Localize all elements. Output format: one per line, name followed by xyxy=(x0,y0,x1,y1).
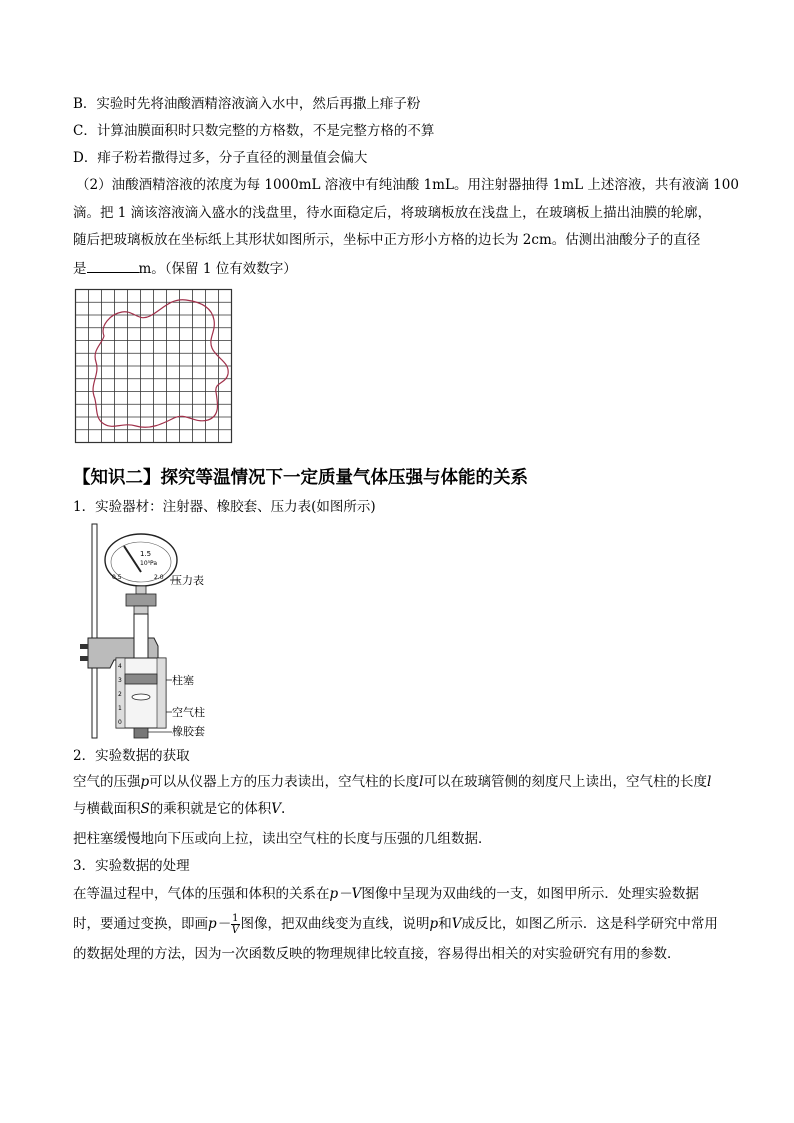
var-l: l xyxy=(706,774,712,790)
text-seg: 和 xyxy=(438,916,452,932)
apparatus-diagram xyxy=(74,522,224,742)
stand-rod xyxy=(92,524,97,738)
text-seg: 可以在玻璃管侧的刻度尺上读出，空气柱的长度 xyxy=(423,774,707,790)
var-s: S xyxy=(140,800,150,817)
text-seg: 在等温过程中，气体的压强和体积的关系在 xyxy=(73,886,330,902)
var-p: p xyxy=(429,916,439,932)
item1-equipment: 1．实验器材：注射器、橡胶套、压力表(如图所示) xyxy=(73,499,376,515)
oil-film-grid-figure xyxy=(74,288,234,444)
dial-right: 2.0 xyxy=(154,574,164,581)
fraction-1-over-v xyxy=(231,913,239,936)
var-v: V xyxy=(451,916,462,932)
item2-paragraph2: 把柱塞缓慢地向下压或向上拉，读出空气柱的长度与压强的几组数据． xyxy=(73,831,492,847)
rubber-cap-shape xyxy=(134,728,148,738)
item2-title: 2．实验数据的获取 xyxy=(73,748,190,764)
option-b: B．实验时先将油酸酒精溶液滴入水中，然后再撒上痱子粉 xyxy=(73,96,421,112)
var-p: p－ xyxy=(208,916,231,932)
text-seg: 可以从仪器上方的压力表读出，空气柱的长度 xyxy=(149,774,420,790)
section-heading: 【知识二】探究等温情况下一定质量气体压强与体能的关系 xyxy=(73,468,528,488)
q2-line1: （2）油酸酒精溶液的浓度为每 1000mL 溶液中有纯油酸 1mL。用注射器抽得 1mL 上述溶液，共有液滴 100 xyxy=(76,177,739,193)
oil-film-outline xyxy=(93,300,228,428)
text-seg: 空气的压强 xyxy=(73,774,141,790)
scale-mark-2: 2 xyxy=(118,691,122,698)
q2-line4-suffix: m。（保留 1 位有效数字） xyxy=(138,261,297,277)
text-seg: 图像，把双曲线变为直线，说明 xyxy=(240,916,430,932)
plunger xyxy=(125,674,157,684)
dial-left: 0.5 xyxy=(112,574,122,581)
q2-line4 xyxy=(73,258,297,279)
item2-paragraph1 xyxy=(73,769,723,822)
dial-mid: 1.5 xyxy=(140,550,152,558)
label-plunger: 柱塞 xyxy=(172,674,194,687)
item3-paragraph xyxy=(73,879,723,969)
gauge-neck xyxy=(134,606,148,614)
scale-mark-3: 3 xyxy=(118,677,122,684)
answer-blank[interactable] xyxy=(87,258,139,273)
label-rubber-cap: 橡胶套 xyxy=(172,725,205,738)
text-seg: 的乘积就是它的体积 xyxy=(149,800,272,817)
text-seg: 图像中呈现为双曲线的一支，如图甲所示．处理实验数据时，要通过变换，即画 xyxy=(73,886,699,932)
var-v: V xyxy=(271,800,281,817)
text-seg: 成反比，如图乙所示．这是科学研究中常用的数据处理的方法，因为一次函数反映的物理规律比较直接，容易得出相关的对实验研究有用的参数． xyxy=(73,916,718,962)
scale-mark-0: 0 xyxy=(118,719,122,726)
var-p: p xyxy=(140,774,150,790)
item3-title: 3．实验数据的处理 xyxy=(73,858,190,874)
q2-line3: 随后把玻璃板放在坐标纸上其形状如图所示，坐标中正方形小方格的边长为 2cm。估测出油酸分子的直径 xyxy=(73,232,701,248)
plunger-seal xyxy=(132,694,150,700)
var-p-v: p－V xyxy=(329,886,362,902)
barrel-right-scale xyxy=(157,658,166,728)
q2-line4-prefix: 是 xyxy=(73,261,87,277)
gauge-nut xyxy=(126,594,156,606)
scale-mark-1: 1 xyxy=(118,705,122,712)
q2-line2: 滴。把 1 滴该溶液滴入盛水的浅盘里，待水面稳定后，将玻璃板放在浅盘上，在玻璃板上描出油膜的轮廓， xyxy=(73,205,712,221)
label-gauge: 压力表 xyxy=(171,574,204,587)
fraction-denominator: V xyxy=(231,925,239,936)
option-d: D．痱子粉若撒得过多，分子直径的测量值会偏大 xyxy=(73,150,368,166)
fraction-numerator: 1 xyxy=(232,913,239,924)
clamp-screw-bottom xyxy=(80,656,88,661)
clamp-screw-top xyxy=(80,644,88,649)
text-seg: 与横截面积 xyxy=(73,800,141,817)
option-c: C．计算油膜面积时只数完整的方格数，不是完整方格的不算 xyxy=(73,123,435,139)
dial-unit: 10⁵Pa xyxy=(140,560,158,567)
text-seg: . xyxy=(281,800,286,817)
var-l: l xyxy=(419,774,424,790)
gauge-stem xyxy=(136,586,146,594)
label-air-column: 空气柱 xyxy=(172,706,205,719)
scale-mark-4: 4 xyxy=(118,663,122,670)
